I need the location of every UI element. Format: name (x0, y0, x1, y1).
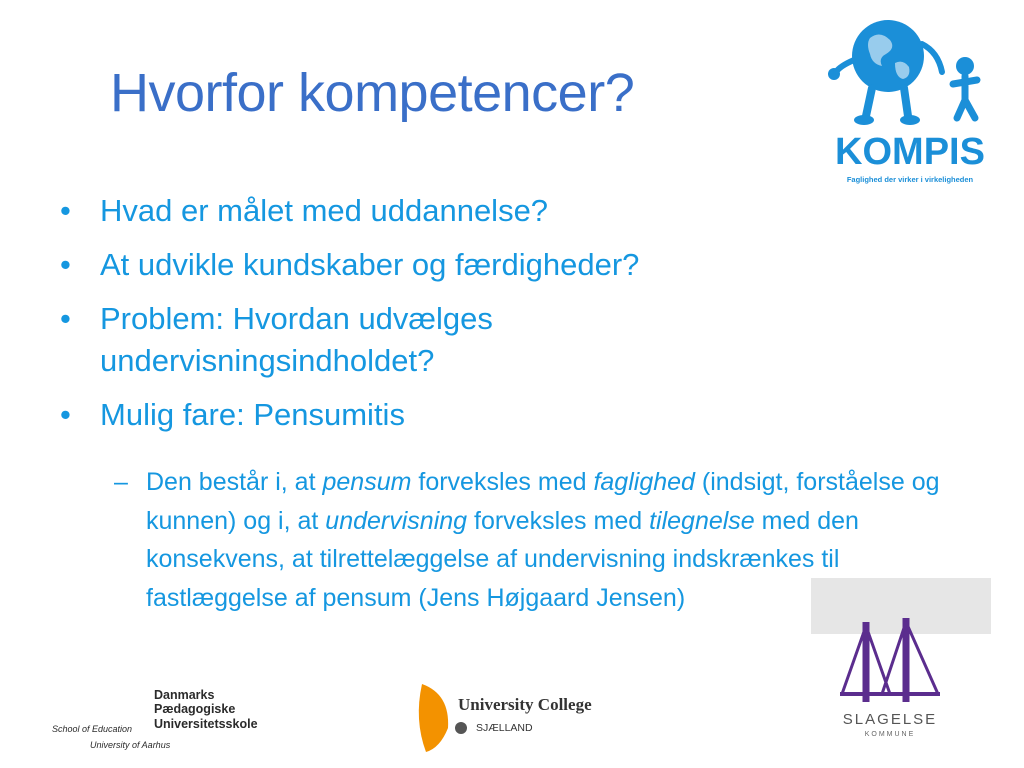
gray-dot-icon (455, 722, 467, 734)
orange-leaf-icon (419, 684, 448, 752)
bullet-text: Hvad er målet med uddannelse? (100, 193, 549, 228)
kompis-logo (820, 8, 1000, 188)
bullet-dot: • (60, 397, 71, 432)
bullet-item (60, 244, 820, 286)
slagelse-sub: KOMMUNE (864, 731, 916, 738)
bullet-item (60, 190, 820, 232)
dpu-line1: Danmarks (154, 688, 215, 702)
dpu-logo (50, 688, 300, 758)
slagelse-name: SLAGELSE (842, 711, 938, 728)
bullet-dot: • (60, 301, 71, 336)
sub-bullet-list (114, 463, 944, 617)
sub-bullet-text: (indsigt, forståelse og kunnen) og i, at (146, 468, 940, 535)
bullet-text: Mulig fare: Pensumitis (100, 397, 405, 432)
dpu-line3: Universitetsskole (154, 717, 258, 731)
sub-bullet-text: med den konsekvens, at tilrettelæggelse af undervisning indskrænkes til fastlæggelse af pensum (Jens Højgaard Jensen) (146, 506, 859, 612)
slagelse-logo (840, 612, 940, 742)
uc-name: University College (458, 695, 592, 714)
bullet-item (60, 394, 820, 436)
dpu-univ: University of Aarhus (90, 740, 171, 750)
emphasis-undervisning: undervisning (325, 506, 468, 535)
bullet-text: At udvikle kundskaber og færdigheder? (100, 247, 640, 282)
kompis-tagline: Faglighed der virker i virkeligheden (846, 175, 974, 184)
bullet-list (60, 190, 820, 448)
bullet-dot: • (60, 247, 71, 282)
bullet-item (60, 298, 820, 382)
dpu-line2: Pædagogiske (154, 702, 236, 716)
bridge-icon (840, 618, 940, 702)
emphasis-faglighed: faglighed (593, 468, 695, 496)
uc-logo (410, 680, 650, 755)
slide-title: Hvorfor kompetencer? (110, 63, 635, 123)
bullet-dot: • (60, 193, 71, 228)
uc-region: SJÆLLAND (476, 722, 533, 734)
emphasis-tilegnelse: tilegnelse (649, 506, 755, 535)
sub-bullet-dash (114, 463, 128, 502)
sub-bullet-text: forveksles med (467, 506, 650, 535)
sub-bullet-text: Den består i, at (146, 468, 323, 496)
sub-bullet-item (114, 463, 944, 617)
globe-mascot-icon (828, 20, 977, 125)
bullet-text: Problem: Hvordan udvælges undervisningsindholdet? (100, 301, 493, 378)
kompis-name: KOMPIS (835, 131, 985, 173)
emphasis-pensum: pensum (322, 468, 412, 496)
dpu-school: School of Education (52, 724, 133, 734)
sub-bullet-text: forveksles med (411, 468, 594, 496)
